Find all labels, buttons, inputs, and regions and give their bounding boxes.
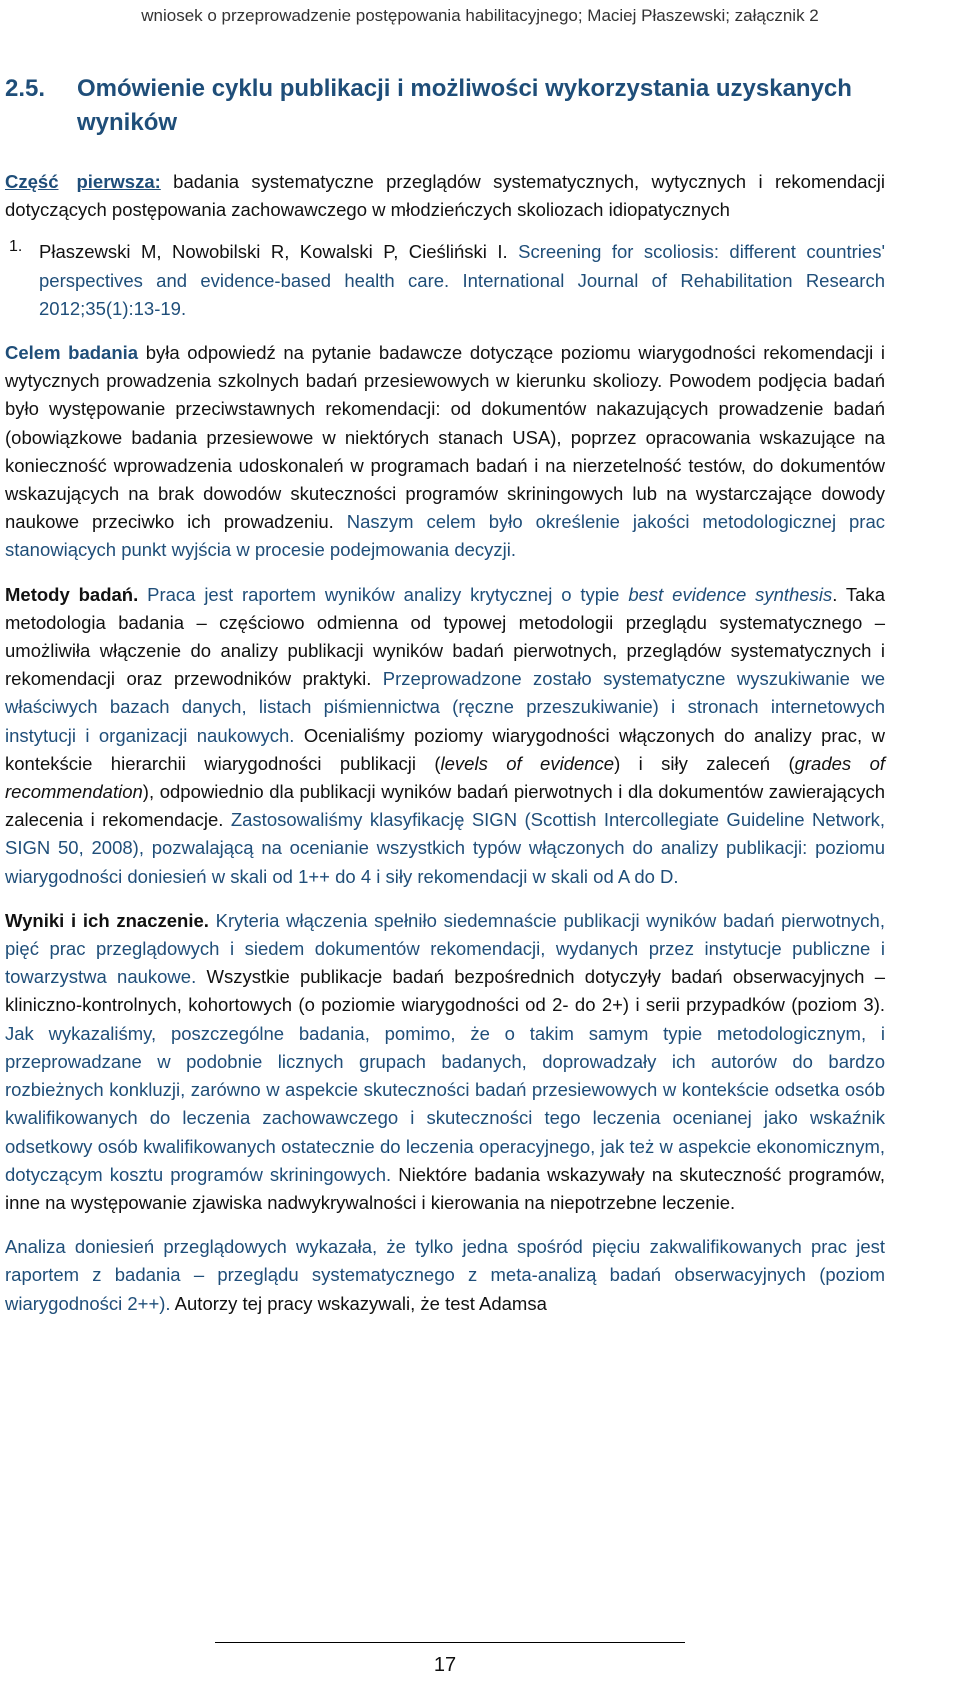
methods-text-6: ), odpowiednio dla publikacji wyników badań pierwotnych i dla dokumentów zawierających zalecenia i rekomendacje. — [5, 781, 885, 831]
aim-text-2: Naszym celem było określenie jakości metodologicznej prac stanowiących punkt wyjścia w procesie podejmowania decyzji. — [5, 511, 885, 561]
part-label-b: pierwsza: — [76, 171, 161, 192]
aim-label: Celem badania — [5, 342, 139, 364]
analysis-paragraph — [5, 1233, 885, 1318]
reference-text — [39, 238, 885, 323]
analysis-text-2: Autorzy tej pracy wskazywali, że test Adamsa — [170, 1292, 547, 1314]
reference-authors: Płaszewski M, Nowobilski R, Kowalski P, Cieśliński I. — [39, 241, 508, 263]
aim-paragraph — [5, 339, 885, 565]
methods-italic-2: levels of evidence — [440, 752, 615, 774]
results-text-2: Wszystkie publikacje badań bezpośrednich dotyczyły badań obserwacyjnych – kliniczno-kontrolnych, kohortowych (o poziomie wiarygodności od 2- do 2+) i serii przypadków (poziom 3). — [5, 966, 885, 1016]
methods-text-2: . Taka metodologia badania – częściowo odmienna od typowej metodologii przeglądu systematycznego – umożliwiła włączenie do analizy publikacji wyników badań pierwotnych, przeglądów systematycznych i rekomendacji oraz przewodników praktyki. — [5, 583, 885, 690]
part-paragraph — [5, 168, 885, 224]
footer-divider — [215, 1642, 685, 1643]
analysis-text-1: Analiza doniesień przeglądowych wykazała, że tylko jedna spośród pięciu zakwalifikowanych prac jest raportem z badania – przeglądu systematycznego z meta-analizą badań obserwacyjnych (poziom wiarygodności 2++). — [5, 1236, 885, 1314]
results-paragraph — [5, 907, 885, 1217]
results-label: Wyniki i ich znaczenie. — [5, 909, 209, 931]
part-label-a: Część — [5, 171, 59, 192]
reference-number: 1. — [9, 238, 23, 256]
methods-paragraph — [5, 581, 885, 891]
methods-text-5: ) i siły zaleceń ( — [614, 752, 795, 774]
section-title: Omówienie cyklu publikacji i możliwości wykorzystania uzyskanych wyników — [77, 75, 852, 136]
methods-text-1: Praca jest raportem wyników analizy krytycznej o typie — [138, 583, 629, 605]
reference-journal: International Journal of Rehabilitation Research 2012;35(1):13-19. — [39, 269, 885, 319]
section-number: 2.5. — [5, 75, 46, 102]
page-content — [5, 72, 885, 1318]
aim-text-1: była odpowiedź na pytanie badawcze dotyczące poziomu wiarygodności rekomendacji i wytycznych prowadzenia szkolnych badań przesiewowych w kierunku skoliozy. Powodem podjęcia badań było występowanie przeciwstawnych rekomendacji: od dokumentów nakazujących prowadzenie badań (obowiązkowe badania przesiewowe w niektórych stanach USA), poprzez opracowania wskazujące na konieczność wprowadzenia udoskonaleń w programach badań i na nierzetelność testów, do dokumentów wskazujących na brak dowodów skuteczności programów skriningowych lub na wystarczające dowody naukowe przeciwko ich prowadzeniu. — [5, 342, 885, 533]
results-text-1: Kryteria włączenia spełniło siedemnaście publikacji wyników badań pierwotnych, pięć prac przeglądowych i siedem dokumentów rekomendacji, wydanych przez instytucje publiczne i towarzystwa naukowe. — [5, 909, 885, 988]
reference-title: Screening for scoliosis: different countries' perspectives and evidence-based health care. — [39, 241, 885, 291]
results-text-4: Niektóre badania wskazywały na skuteczność programów, inne na występowanie zjawiska nadwykrywalności i kierowania na niepotrzebne leczenie. — [5, 1163, 885, 1213]
methods-text-3: Przeprowadzone zostało systematyczne wyszukiwanie we właściwych bazach danych, listach piśmiennictwa (ręczne przeszukiwanie) i stronach internetowych instytucji i organizacji naukowych. — [5, 668, 885, 746]
results-text-3: Jak wykazaliśmy, poszczególne badania, pomimo, że o takim samym typie metodologicznym, i przeprowadzane w podobnie licznych grupach badanych, doprowadzały ich autorów do bardzo rozbieżnych konkluzji, zarówno w aspekcie skuteczności badań przesiewowych w kontekście odsetka osób kwalifikowanych do leczenia zachowawczego i skuteczności tego leczenia ocenianej jako wskaźnik odsetkowy osób kwalifikowanych ostatecznie do leczenia operacyjnego, jak też w aspekcie ekonomicznym, dotyczącym kosztu programów skriningowych. — [5, 1022, 885, 1185]
part-text: badania systematyczne przeglądów systematycznych, wytycznych i rekomendacji dotyczących postępowania zachowawczego w młodzieńczych skoliozach idiopatycznych — [5, 171, 885, 221]
methods-italic-3: grades of recommendation — [5, 752, 885, 803]
methods-label: Metody badań. — [5, 583, 139, 605]
methods-italic-1: best evidence synthesis — [628, 583, 833, 605]
running-header: wniosek o przeprowadzenie postępowania habilitacyjnego; Maciej Płaszewski; załącznik 2 — [141, 6, 819, 25]
methods-text-7: Zastosowaliśmy klasyfikację SIGN (Scottish Intercollegiate Guideline Network, SIGN 50, 2008), pozwalającą na ocenianie wszystkich typów włączonych do analizy publikacji: poziomu wiarygodności doniesień w skali od 1++ do 4 i siły rekomendacji w skali od A do D. — [5, 809, 885, 887]
reference-item — [5, 238, 885, 323]
methods-text-4: Ocenialiśmy poziomy wiarygodności włączonych do analizy prac, w kontekście hierarchii wiarygodności publikacji ( — [5, 724, 885, 774]
page-number: 17 — [433, 1654, 457, 1676]
section-heading — [5, 72, 885, 140]
